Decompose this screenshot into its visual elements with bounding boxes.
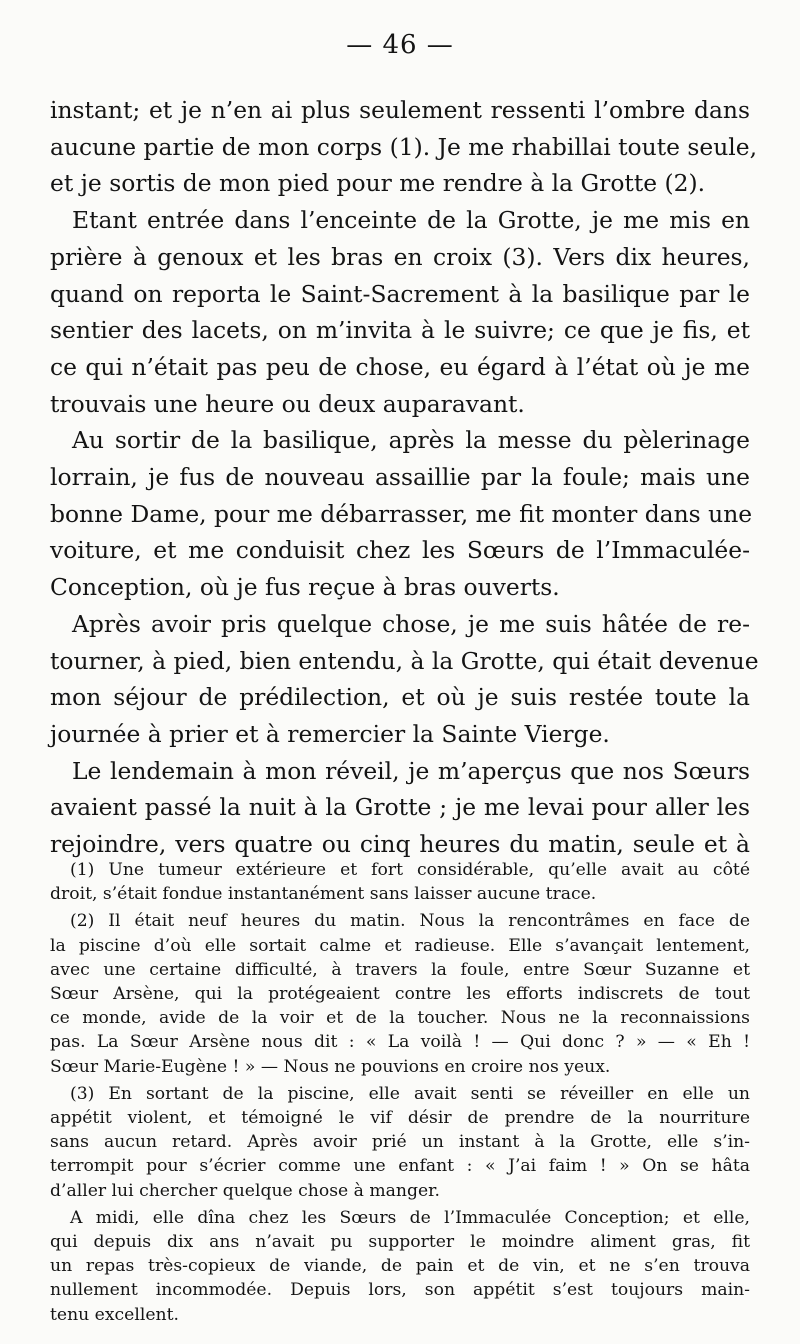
text-line: rejoindre, vers quatre ou cinq heures du matin, seule et à	[50, 830, 750, 859]
footnote-line: d’aller lui chercher quelque chose à manger.	[50, 1180, 440, 1201]
body-text	[50, 92, 759, 863]
page-number: — 46 —	[346, 30, 454, 60]
footnote-3	[50, 1082, 750, 1203]
footnotes	[50, 858, 750, 1330]
text-line: tourner, à pied, bien entendu, à la Grotte, qui était devenue	[50, 646, 759, 675]
footnote-3-continued	[50, 1206, 750, 1327]
text-line: avaient passé la nuit à la Grotte ; je me levai pour aller les	[50, 793, 750, 822]
text-line: Etant entrée dans l’enceinte de la Grotte, je me mis en	[72, 206, 750, 235]
text-line: lorrain, je fus de nouveau assaillie par la foule; mais une	[50, 463, 750, 492]
footnote-1	[50, 858, 750, 906]
footnote-line: nullement incommodée. Depuis lors, son appétit s’est toujours main-	[50, 1280, 750, 1301]
footnote-line: un repas très-copieux de viande, de pain et de vin, et ne s’en trouva	[50, 1256, 750, 1277]
footnote-line: (3) En sortant de la piscine, elle avait senti se réveiller en elle un	[70, 1083, 750, 1104]
text-line: journée à prier et à remercier la Sainte Vierge.	[50, 719, 610, 748]
footnote-line: avec une certaine difficulté, à travers la foule, entre Sœur Suzanne et	[50, 959, 750, 980]
footnote-line: Sœur Arsène, qui la protégeaient contre les efforts indiscrets de tout	[50, 984, 750, 1005]
footnote-line: Sœur Marie-Eugène ! » — Nous ne pouvions en croire nos yeux.	[50, 1056, 611, 1077]
paragraph-4	[50, 606, 759, 753]
paragraph-3	[50, 422, 753, 606]
paragraph-2	[50, 202, 750, 422]
text-line: trouvais une heure ou deux auparavant.	[50, 389, 525, 418]
text-line: quand on reporta le Saint-Sacrement à la basilique par le	[50, 279, 750, 308]
footnote-line: ce monde, avide de la voir et de la toucher. Nous ne la reconnaissions	[50, 1008, 750, 1029]
paragraph-5	[50, 753, 750, 863]
text-line: Après avoir pris quelque chose, je me suis hâtée de re-	[72, 609, 750, 638]
footnote-2	[50, 909, 750, 1078]
footnote-line: la piscine d’où elle sortait calme et radieuse. Elle s’avançait lentement,	[50, 935, 750, 956]
footnote-line: pas. La Sœur Arsène nous dit : « La voilà ! — Qui donc ? » — « Eh !	[50, 1032, 750, 1053]
text-line: instant; et je n’en ai plus seulement ressenti l’ombre dans	[50, 96, 750, 124]
text-line: et je sortis de mon pied pour me rendre à la Grotte (2).	[50, 169, 706, 198]
text-line: Le lendemain à mon réveil, je m’aperçus que nos Sœurs	[72, 756, 750, 785]
text-line: Conception, où je fus reçue à bras ouverts.	[50, 573, 560, 602]
footnote-line: (2) Il était neuf heures du matin. Nous la rencontrâmes en face de	[70, 911, 750, 932]
paragraph-1	[50, 92, 758, 202]
footnote-line: appétit violent, et témoigné le vif désir de prendre de la nourriture	[50, 1108, 750, 1129]
text-line: aucune partie de mon corps (1). Je me rhabillai toute seule,	[50, 132, 758, 161]
footnote-line: qui depuis dix ans n’avait pu supporter le moindre aliment gras, fit	[50, 1232, 750, 1253]
text-line: ce qui n’était pas peu de chose, eu égard à l’état où je me	[50, 352, 750, 381]
footnote-line: terrompit pour s’écrier comme une enfant : « J’ai faim ! » On se hâta	[50, 1156, 750, 1177]
footnote-line: A midi, elle dîna chez les Sœurs de l’Immaculée Conception; et elle,	[70, 1207, 750, 1228]
text-line: mon séjour de prédilection, et où je suis restée toute la	[50, 683, 750, 712]
text-line: bonne Dame, pour me débarrasser, me fit monter dans une	[50, 499, 753, 528]
footnote-line: (1) Une tumeur extérieure et fort considérable, qu’elle avait au côté	[70, 860, 750, 880]
text-line: voiture, et me conduisit chez les Sœurs de l’Immaculée-	[50, 536, 750, 565]
footnote-line: droit, s’était fondue instantanément sans laisser aucune trace.	[50, 884, 597, 905]
footnote-line: tenu excellent.	[50, 1304, 179, 1325]
text-line: Au sortir de la basilique, après la messe du pèlerinage	[72, 426, 750, 455]
footnote-line: sans aucun retard. Après avoir prié un instant à la Grotte, elle s’in-	[50, 1132, 750, 1153]
text-line: prière à genoux et les bras en croix (3). Vers dix heures,	[50, 242, 750, 271]
text-line: sentier des lacets, on m’invita à le suivre; ce que je fis, et	[50, 316, 750, 345]
